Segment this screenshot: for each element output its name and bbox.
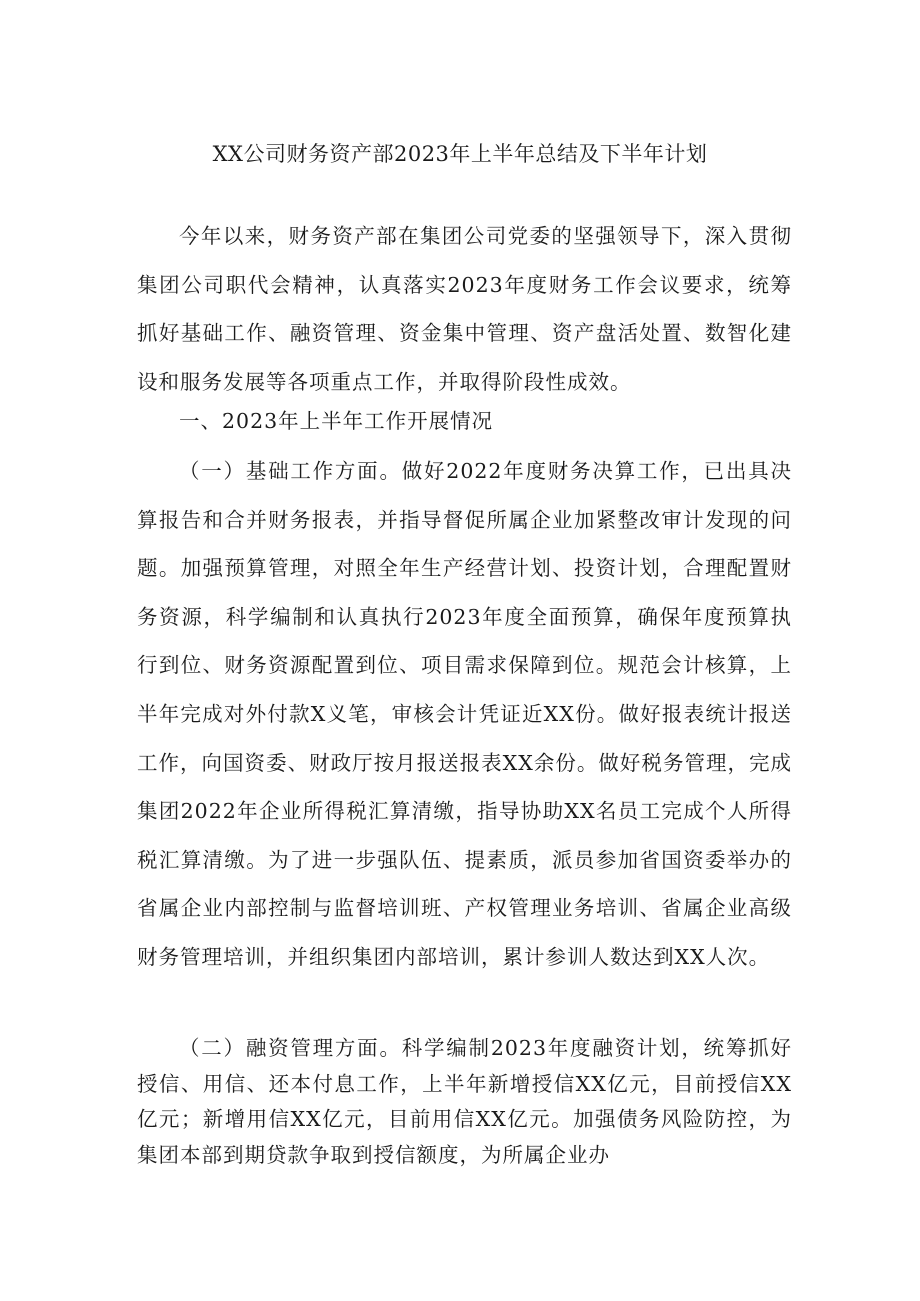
basic-work-paragraph: （一）基础工作方面。做好2022年度财务决算工作，已出具决算报告和合并财务报表，并指导督促所属企业加紧整改审计发现的问题。加强预算管理，对照全年生产经营计划、投资计划，合理配置财务资源，科学编制和认真执行2023年度全面预算，确保年度预算执行到位、财务资源配置到位、项目需求保障到位。规范会计核算，上半年完成对外付款X义笔，审核会计凭证近XX份。做好报表统计报送工作，向国资委、财政厅按月报送报表XX余份。做好税务管理，完成集团2022年企业所得税汇算清缴，指导协助XX名员工完成个人所得税汇算清缴。为了进一步强队伍、提素质，派员参加省国资委举办的省属企业内部控制与监督培训班、产权管理业务培训、省属企业高级财务管理培训，并组织集团内部培训，累计参训人数达到XX人次。 bbox=[137, 459, 792, 969]
section-heading-1: 一、2023年上半年工作开展情况 bbox=[179, 409, 494, 433]
document-title: XX公司财务资产部2023年上半年总结及下半年计划 bbox=[212, 142, 708, 166]
financing-paragraph: （二）融资管理方面。科学编制2023年度融资计划，统筹抓好授信、用信、还本付息工作，上半年新增授信XX亿元，目前授信XX亿元；新增用信XX亿元，目前用信XX亿元。加强债务风险防控，为集团本部到期贷款争取到授信额度，为所属企业办 bbox=[137, 1036, 792, 1167]
intro-paragraph: 今年以来，财务资产部在集团公司党委的坚强领导下，深入贯彻集团公司职代会精神，认真落实2023年度财务工作会议要求，统筹抓好基础工作、融资管理、资金集中管理、资产盘活处置、数智化建设和服务发展等各项重点工作，并取得阶段性成效。 bbox=[137, 224, 792, 394]
